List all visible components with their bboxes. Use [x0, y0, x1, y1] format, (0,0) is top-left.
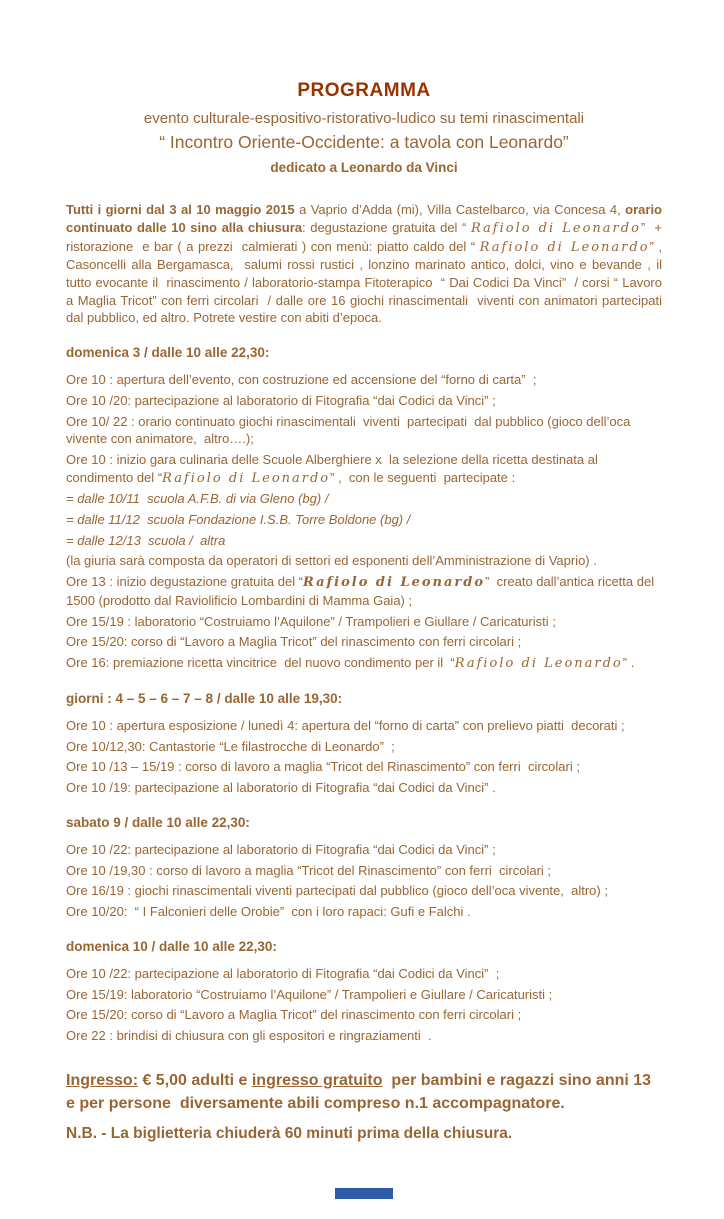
schedule-line	[66, 371, 662, 389]
schedule-line	[66, 986, 662, 1004]
schedule-line	[66, 903, 662, 921]
schedule-line	[66, 965, 662, 983]
text-segment: € 5,00 adulti e	[138, 1071, 252, 1089]
text-segment: Rafiolo di Leonardo	[454, 655, 623, 671]
event-dedication: dedicato a Leonardo da Vinci	[270, 160, 458, 176]
text-segment: Rafiolo di Leonardo	[470, 221, 641, 237]
text-segment: ” , con le seguenti partecipate :	[330, 469, 516, 485]
text-segment: Ore 10 /19,30 : corso di lavoro a maglia “Tricot del Rinascimento” con ferri circolari ;	[66, 862, 552, 878]
schedule-line	[66, 413, 662, 448]
text-segment: orario continuato dalle 10 sino alla chiusura	[66, 202, 666, 236]
schedule-line	[66, 532, 662, 550]
schedule-line	[66, 654, 662, 673]
intro-paragraph	[66, 201, 670, 327]
text-segment: Ore 15/20: corso di “Lavoro a Maglia Tricot” del rinascimento con ferri circolari ;	[66, 1007, 522, 1023]
schedule-line	[66, 717, 662, 735]
text-segment: ” + ristorazione e bar ( a prezzi calmierati ) con menù: piatto caldo del “	[66, 220, 670, 254]
page-title: PROGRAMMA	[297, 80, 431, 101]
event-subtitle: evento culturale-espositivo-ristorativo-ludico su temi rinascimentali	[143, 109, 585, 127]
text-segment: Tutti i giorni dal 3 al 10 maggio 2015	[66, 202, 295, 218]
admission-info	[66, 1069, 662, 1115]
text-segment: Ore 10 /22: partecipazione al laboratorio di Fitografia “dai Codici da Vinci” ;	[66, 965, 500, 981]
text-segment: Ore 10/ 22 : orario continuato giochi rinascimentali viventi partecipati dal pubblico (gioco dell’oca vivente con animatore, altro….);	[66, 413, 634, 447]
schedule-line	[66, 862, 662, 880]
text-segment: Ore 10 : apertura esposizione / lunedì 4: apertura del “forno di carta” con prelievo piatti decorati ;	[66, 717, 625, 733]
event-title: “ Incontro Oriente-Occidente: a tavola con Leonardo”	[159, 132, 569, 153]
schedule-line	[66, 511, 662, 529]
text-segment: Ore 10 /20: partecipazione al laboratorio di Fitografia “dai Codici da Vinci” ;	[66, 393, 496, 409]
text-segment: a Vaprio d’Adda (mi), Villa Castelbarco, via Concesa 4,	[294, 202, 626, 218]
text-segment: Ore 16/19 : giochi rinascimentali viventi partecipati dal pubblico (gioco dell’oca vivente, altro) ;	[66, 883, 608, 899]
schedule-line	[66, 841, 662, 859]
text-segment: Ore 10 /22: partecipazione al laboratorio di Fitografia “dai Codici da Vinci” ;	[66, 841, 496, 857]
schedule-line	[66, 552, 662, 570]
text-segment: Ore 15/19: laboratorio “Costruiamo l’Aquilone” / Trampolieri e Giullare / Caricaturisti ;	[66, 986, 553, 1002]
text-segment: Rafiolo di Leonardo	[303, 575, 486, 591]
schedule-line	[66, 633, 662, 651]
schedule-line	[66, 758, 662, 776]
text-segment: Rafiolo di Leonardo	[479, 239, 650, 255]
schedule-line	[66, 613, 662, 631]
schedule-line	[66, 451, 662, 487]
text-segment: ” , Casoncelli alla Bergamasca, salumi rossi rustici , lonzino marinato antico, dolci, vino e bevande , il tutto evocante il rinascimento / laboratorio-stampa Fitoterapico “ Dai Codici Da Vinci” / corsi “ Lavoro a Maglia Tricot” con ferri circolari / dalle ore 16 giochi rinascimentali viventi con animatori partecipati dal pubblico, ed altro. Potrete vestire con abiti d’epoca.	[66, 238, 666, 326]
text-segment: Ore 22 : brindisi di chiusura con gli espositori e ringraziamenti .	[66, 1027, 432, 1043]
schedule-line	[66, 1027, 662, 1045]
text-segment: Ore 15/19 : laboratorio “Costruiamo l’Aquilone” / Trampolieri e Giullare / Caricaturisti ;	[66, 613, 556, 629]
text-segment: Ingresso:	[66, 1071, 139, 1089]
text-segment: ” creato dall’antica ricetta del 1500 (prodotto dal Raviolificio Lombardini di Mamma Gaia) ;	[66, 574, 658, 608]
schedule-sections	[66, 344, 662, 1045]
text-segment: = dalle 12/13 scuola / altra	[66, 532, 226, 548]
schedule-line	[66, 738, 662, 756]
text-segment: per bambini e ragazzi sino anni 13 e per persone diversamente abili compreso n.1 accompagnatore.	[66, 1071, 656, 1112]
schedule-line	[66, 392, 662, 410]
footer-logo-bar	[335, 1188, 393, 1199]
text-segment: Ore 13 : inizio degustazione gratuita del “	[66, 574, 304, 590]
section-heading: domenica 3 / dalle 10 alle 22,30:	[66, 345, 270, 361]
schedule-line	[66, 1006, 662, 1024]
schedule-line	[66, 882, 662, 900]
text-segment: : degustazione gratuita del “	[302, 220, 471, 236]
text-segment: Ore 10 : apertura dell’evento, con costruzione ed accensione del “forno di carta” ;	[66, 372, 537, 388]
schedule-line	[66, 779, 662, 797]
section-heading: sabato 9 / dalle 10 alle 22,30:	[66, 814, 250, 830]
text-segment: Ore 10 /13 – 15/19 : corso di lavoro a maglia “Tricot del Rinascimento” con ferri circolari ;	[66, 759, 580, 775]
schedule-line	[66, 490, 662, 508]
text-segment: = dalle 11/12 scuola Fondazione I.S.B. Torre Boldone (bg) /	[66, 512, 411, 528]
text-segment: = dalle 10/11 scuola A.F.B. di via Gleno (bg) /	[66, 491, 329, 507]
text-segment: Rafiolo di Leonardo	[162, 470, 331, 486]
text-segment: Ore 10 : inizio gara culinaria delle Scuole Alberghiere x la selezione della ricetta destinata al condimento del “	[66, 452, 602, 485]
text-segment: Ore 10 /19: partecipazione al laboratorio di Fitografia “dai Codici da Vinci” .	[66, 779, 496, 795]
text-segment: Ore 16: premiazione ricetta vincitrice del nuovo condimento per il “	[66, 654, 455, 670]
text-segment: ” .	[622, 654, 635, 670]
text-segment: Ore 15/20: corso di “Lavoro a Maglia Tricot” del rinascimento con ferri circolari ;	[66, 634, 522, 650]
text-segment: (la giuria sarà composta da operatori di settori ed esponenti dell’Amministrazione di Vaprio) .	[66, 553, 597, 569]
closing-note: N.B. - La biglietteria chiuderà 60 minuti prima della chiusura.	[66, 1125, 513, 1143]
text-segment: ingresso gratuito	[251, 1071, 383, 1089]
schedule-line	[66, 573, 662, 609]
text-segment: Ore 10/20: “ I Falconieri delle Orobie” con i loro rapaci: Gufi e Falchi .	[66, 903, 471, 919]
section-heading: giorni : 4 – 5 – 6 – 7 – 8 / dalle 10 alle 19,30:	[66, 690, 343, 706]
text-segment: Ore 10/12,30: Cantastorie “Le filastrocche di Leonardo” ;	[66, 738, 395, 754]
section-heading: domenica 10 / dalle 10 alle 22,30:	[66, 938, 277, 954]
